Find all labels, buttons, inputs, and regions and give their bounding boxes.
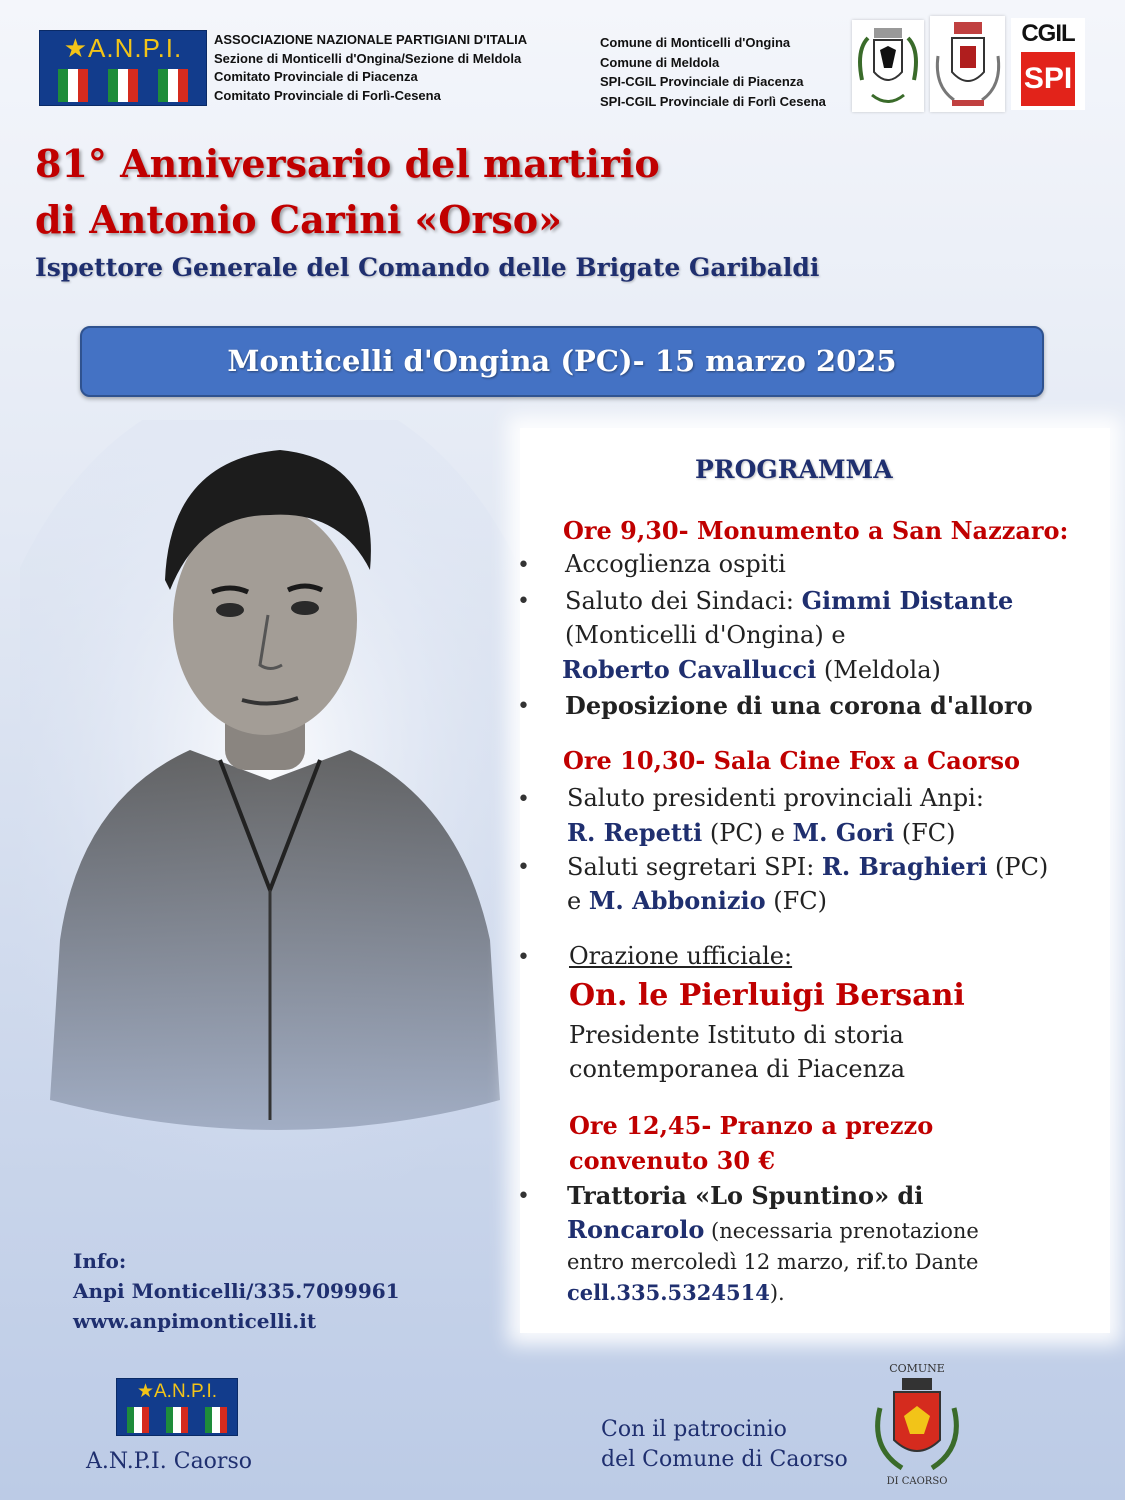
organizer-line: Comitato Provinciale di Piacenza [214, 69, 418, 84]
anpi-logo-text: ★A.N.P.I. [63, 33, 183, 63]
program-item-cont: e M. Abbonizio (FC) [567, 886, 828, 915]
flag-icon [58, 69, 88, 102]
program-item-cont: Roncarolo (necessaria prenotazione [567, 1215, 979, 1244]
anpi-logo [39, 30, 207, 106]
patronage-line-1: Con il patrocinio [601, 1417, 787, 1442]
section-heading-1: Ore 9,30- Monumento a San Nazzaro: [563, 516, 1069, 545]
organizer-line: Comune di Meldola [600, 54, 720, 70]
organizers-left [214, 31, 527, 105]
date-location-banner: Monticelli d'Ongina (PC)- 15 marzo 2025 [80, 326, 1044, 397]
organizer-line: ASSOCIAZIONE NAZIONALE PARTIGIANI D'ITALIA [214, 32, 528, 47]
section-heading-2: Ore 10,30- Sala Cine Fox a Caorso [563, 746, 1020, 775]
program-item-cont: Roberto Cavallucci (Meldola) [562, 655, 941, 684]
info-block [73, 1246, 400, 1336]
program-item-cont: entro mercoledì 12 marzo, rif.to Dante [567, 1250, 979, 1274]
cgil-spi-logo [1011, 18, 1085, 110]
bullet-icon: • [517, 787, 530, 812]
seal-text-bottom: DI CAORSO [886, 1476, 948, 1487]
program-item: Saluto dei Sindaci: Gimmi Distante [565, 586, 1014, 615]
organizer-line: Comune di Monticelli d'Ongina [600, 35, 791, 50]
organizer-line: SPI-CGIL Provinciale di Forlì Cesena [600, 93, 826, 109]
portrait-image [20, 420, 540, 1180]
program-item: Deposizione di una corona d'alloro [565, 691, 1033, 720]
monticelli-crest-icon [852, 20, 924, 112]
program-title: PROGRAMMA [695, 455, 893, 484]
info-phone: Anpi Monticelli/335.7099961 [73, 1279, 400, 1303]
program-item: Trattoria «Lo Spuntino» di [567, 1181, 924, 1210]
anpi-caorso-caption: A.N.P.I. Caorso [86, 1449, 252, 1474]
speaker-name: On. le Pierluigi Bersani [569, 978, 965, 1013]
bullet-icon: • [517, 694, 530, 719]
page-title [35, 136, 660, 248]
flag-icon [127, 1407, 149, 1433]
organizer-line: SPI-CGIL Provinciale di Piacenza [600, 74, 804, 89]
speaker-role: Presidente Istituto di storia [569, 1021, 904, 1049]
program-item-cont: (Monticelli d'Ongina) e [565, 621, 846, 649]
program-item: Saluti segretari SPI: R. Braghieri (PC) [567, 852, 1049, 881]
info-website[interactable]: www.anpimonticelli.it [73, 1309, 317, 1333]
organizer-line: Comitato Provinciale di Forlì-Cesena [214, 87, 441, 103]
spi-text: SPI [1021, 52, 1075, 106]
subtitle: Ispettore Generale del Comando delle Brigate Garibaldi [35, 253, 820, 282]
oration-label: Orazione ufficiale: [569, 942, 793, 970]
bullet-icon: • [517, 553, 530, 578]
anpi-caorso-logo [116, 1378, 238, 1436]
cgil-text: CGIL [1021, 20, 1075, 47]
flag-icon [108, 69, 138, 102]
bullet-icon: • [517, 945, 530, 970]
anpi-logo-text: ★A.N.P.I. [136, 1381, 218, 1402]
bullet-icon: • [517, 1184, 530, 1209]
caorso-seal-icon [862, 1358, 972, 1488]
section-heading-4b: convenuto 30 € [569, 1146, 776, 1175]
seal-text-top: COMUNE [889, 1362, 945, 1375]
flag-icon [166, 1407, 188, 1433]
patronage-line-2: del Comune di Caorso [601, 1447, 848, 1472]
title-line-1: 81° Anniversario del martirio [35, 141, 660, 186]
program-item: Accoglienza ospiti [565, 550, 786, 578]
flag-icon [205, 1407, 227, 1433]
bullet-icon: • [517, 589, 530, 614]
organizers-right [600, 33, 826, 111]
meldola-crest-icon [930, 16, 1005, 112]
title-line-2: di Antonio Carini «Orso» [35, 197, 562, 242]
program-item-cont: cell.335.5324514). [567, 1280, 785, 1305]
bullet-icon: • [517, 855, 530, 880]
section-heading-4: Ore 12,45- Pranzo a prezzo [569, 1111, 934, 1140]
info-label: Info: [73, 1249, 127, 1273]
program-item: Saluto presidenti provinciali Anpi: [567, 784, 984, 812]
flag-icon [158, 69, 188, 102]
speaker-role: contemporanea di Piacenza [569, 1055, 905, 1083]
program-item-cont: R. Repetti (PC) e M. Gori (FC) [567, 818, 956, 847]
organizer-line: Sezione di Monticelli d'Ongina/Sezione di Meldola [214, 50, 522, 66]
